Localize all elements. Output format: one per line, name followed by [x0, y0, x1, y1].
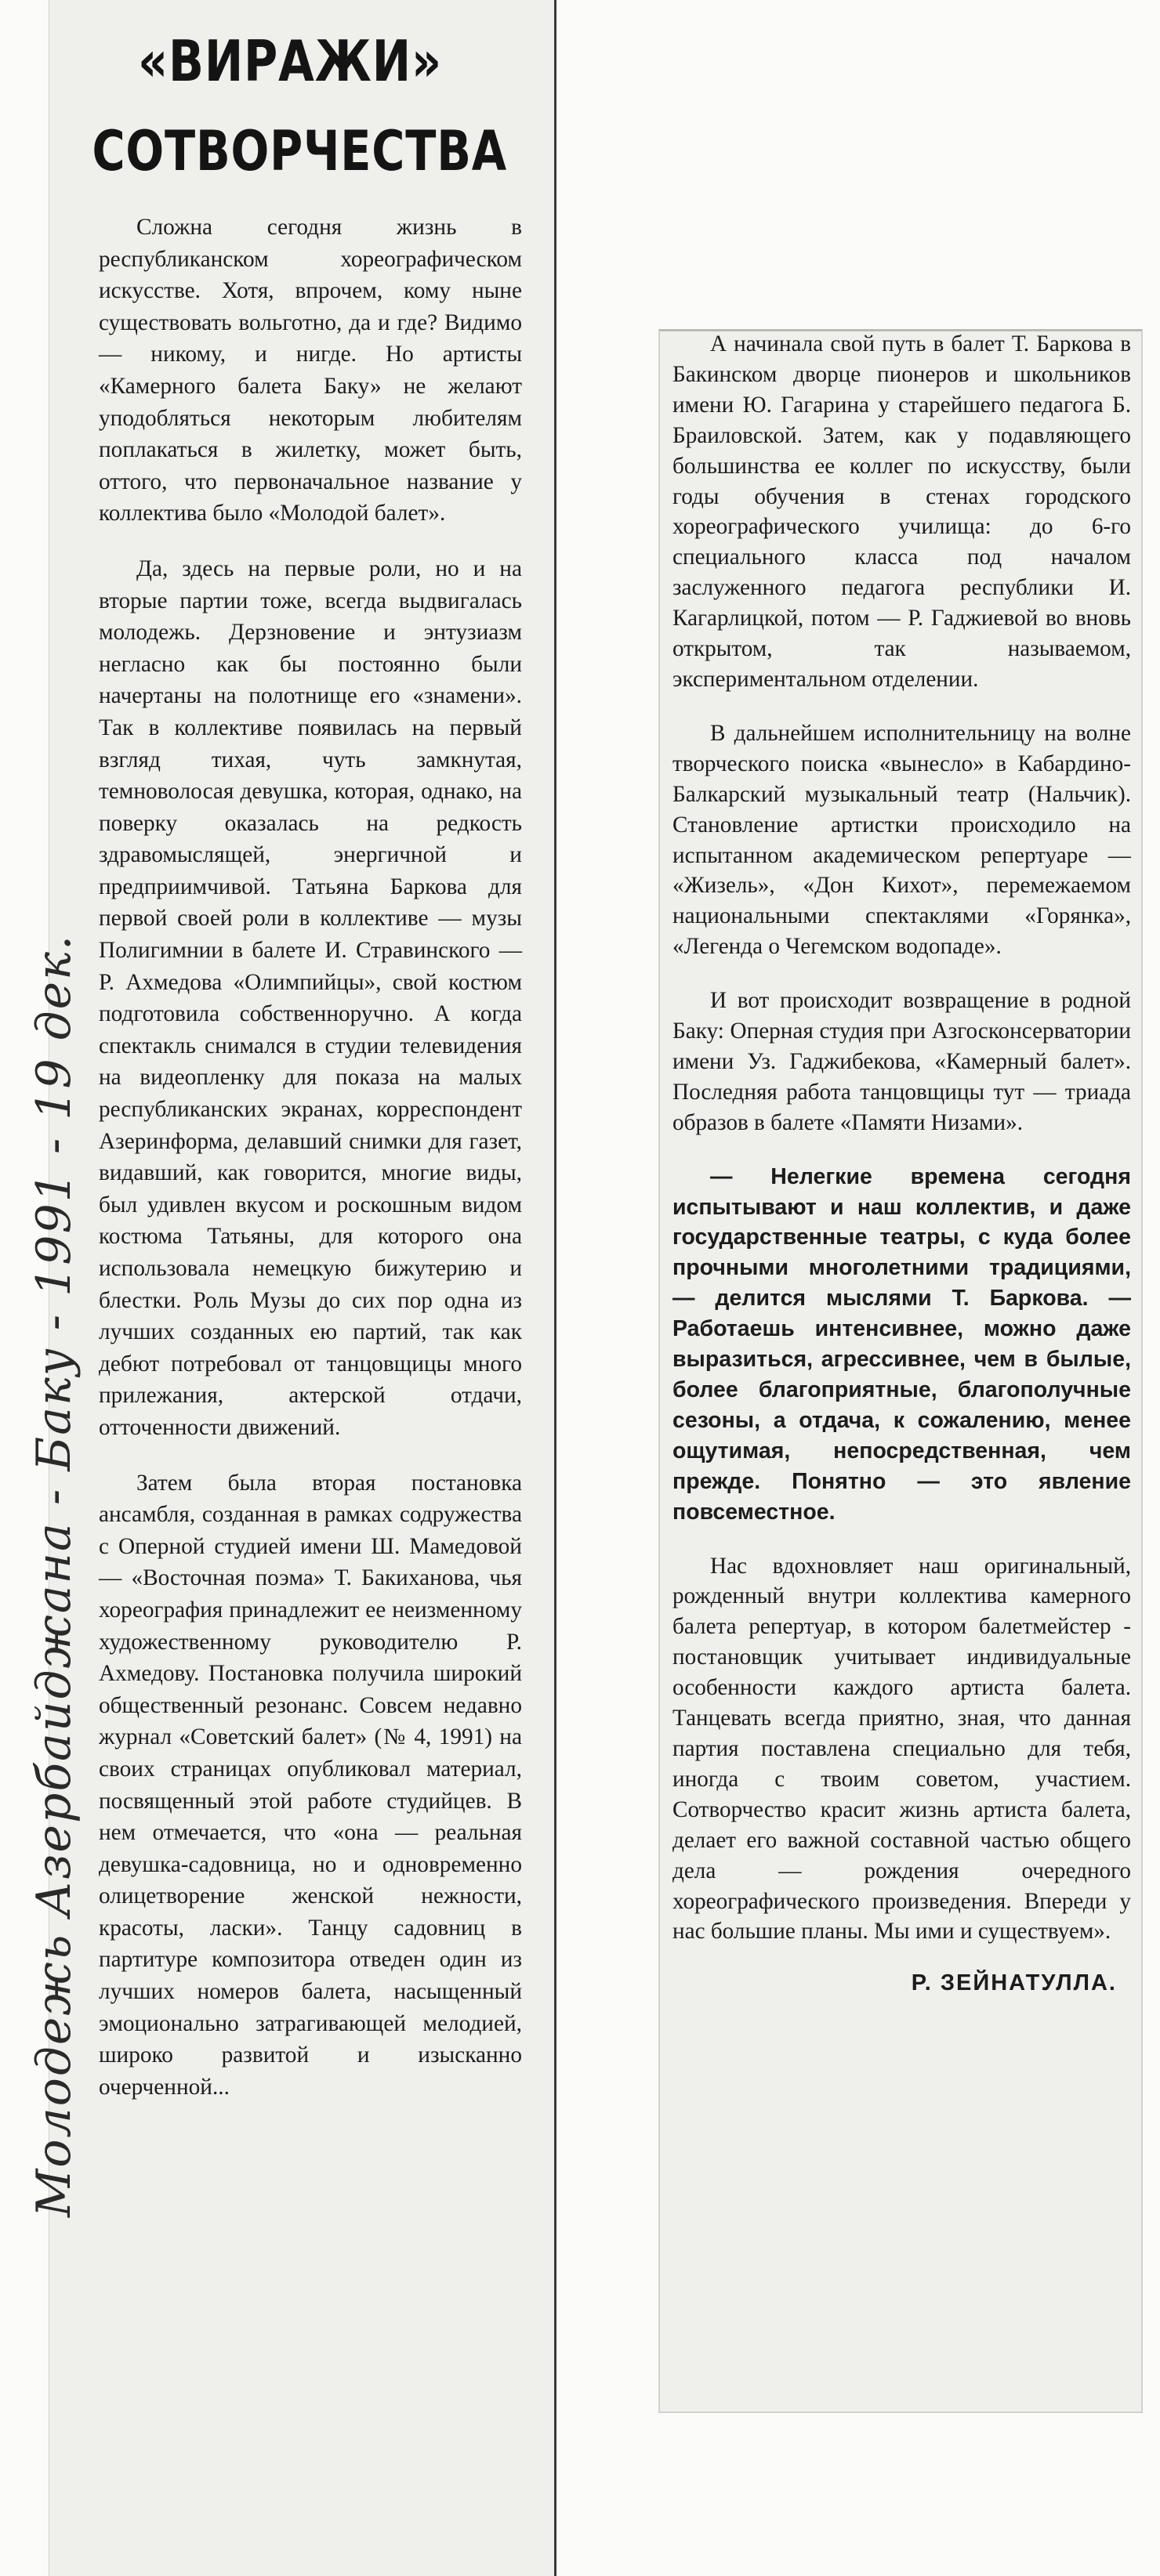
right-paragraph-1: А начинала свой путь в балет Т. Баркова в Бакинском дворце пионеров и школьников имени Ю. Гагарина у старейшего педагога Б. Браиловской. Затем, как у подавляющего большинства ее коллег по искусству, были годы обучения в стенах городского хореографического училища: до 6-го специального класса под началом заслуженного педагога республики И. Кагарлицкой, потом — Р. Гаджиевой во вновь открытом, так называемом, экспериментальном отделении.	[672, 331, 1131, 692]
right-article-column	[672, 329, 1131, 1996]
left-paragraph-1: Сложна сегодня жизнь в республиканском хореографическом искусстве. Хотя, впрочем, кому ныне существовать вольготно, да и где? Видимо — никому, и нигде. Но артисты «Камерного балета Баку» не желают уподобляться некоторым любителям поплакаться в жилетку, может быть, оттого, что первоначальное название у коллектива было «Молодой балет».	[99, 215, 522, 526]
headline-line-1: «ВИРАЖИ»	[138, 28, 442, 94]
article-headline	[49, 0, 531, 204]
author-signature: Р. ЗЕЙНАТУЛЛА.	[911, 1970, 1117, 1996]
right-paragraph-3: И вот происходит возвращение в родной Баку: Оперная студия при Азгосконсерватории имени Уз. Гаджибекова, «Камерный балет». Последняя работа танцовщицы тут — триада образов в балете «Памяти Низами».	[672, 988, 1131, 1135]
left-paragraph-3: Затем была вторая постановка ансамбля, созданная в рамках содружества с Оперной студией имени Ш. Мамедовой — «Восточная поэма» Т. Бакиханова, чья хореография принадлежит ее неизменному художественному руководителю Р. Ахмедову. Постановка получила широкий общественный резонанс. Совсем недавно журнал «Советский балет» (№ 4, 1991) на своих страницах опубликовал материал, посвященный этой работе студийцев. В нем отмечается, что «она — реальная девушка-садовница, но и одновременно олицетворение женской нежности, красоты, ласки». Танцу садовниц в партитуре композитора отведен один из лучших номеров балета, насыщенный эмоционально затрагивающей мелодией, широко развитой и изысканно очерченной...	[99, 1470, 522, 2100]
right-paragraph-2: В дальнейшем исполнительницу на волне творческого поиска «вынесло» в Кабардино-Балкарский музыкальный театр (Нальчик). Становление артистки происходило на испытанном академическом репертуаре — «Жизель», «Дон Кихот», перемежаемом национальными спектаклями «Горянка», «Легенда о Чегемском водопаде».	[672, 720, 1131, 960]
headline-line-2: СОТВОРЧЕСТВА	[92, 119, 508, 183]
handwritten-note: Молодежь Азербайджана - Баку - 1991 - 19 дек.	[27, 933, 82, 2217]
right-paragraph-4-quote: — Нелегкие времена сегодня испытывают и наш коллектив, и даже государственные театры, с куда более прочными многолетними традициями, — делится мыслями Т. Баркова. — Работаешь интенсивнее, можно даже выразиться, агрессивнее, чем в былые, более благоприятные, благополучные сезоны, а отдача, к сожалению, менее ощутимая, непосредственная, чем прежде. Понятно — это явление повсеместное.	[672, 1163, 1131, 1525]
left-paragraph-2: Да, здесь на первые роли, но и на вторые партии тоже, всегда выдвигалась молодежь. Дерзновение и энтузиазм негласно как бы постоянно были начертаны на полотнище его «знамени». Так в коллективе появилась на первый взгляд тихая, чуть замкнутая, темноволосая девушка, которая, однако, на поверку оказалась на редкость здравомыслящей, энергичной и предприимчивой. Татьяна Баркова для первой своей роли в коллективе — музы Полигимнии в балете И. Стравинского — Р. Ахмедова «Олимпийцы», свой костюм подготовила собственноручно. А когда спектакль снимался в студии телевидения на видеопленку для показа на малых республиканских экранах, корреспондент Азеринформа, делавший снимки для газет, видавший, как говорится, многие виды, был удивлен вкусом и роскошным видом костюма Татьяны, для которого она использовала немецкую бижутерию и блестки. Роль Музы до сих пор одна из лучших созданных ею партий, так как дебют потребовал от танцовщицы много прилежания, актерской отдачи, отточенности движений.	[99, 555, 522, 1440]
left-article-column	[49, 212, 531, 2126]
right-paragraph-5: Нас вдохновляет наш оригинальный, рожденный внутри коллектива камерного балета репертуар, в котором балетмейстер - постановщик учитывает индивидуальные особенности каждого артиста балета. Танцевать всегда приятно, зная, что данная партия поставлена специально для тебя, иногда с твоим советом, участием. Сотворчество красит жизнь артиста балета, делает его важной составной частью общего дела — рождения очередного хореографического произведения. Впереди у нас большие планы. Мы ими и существуем».	[672, 1553, 1131, 1945]
